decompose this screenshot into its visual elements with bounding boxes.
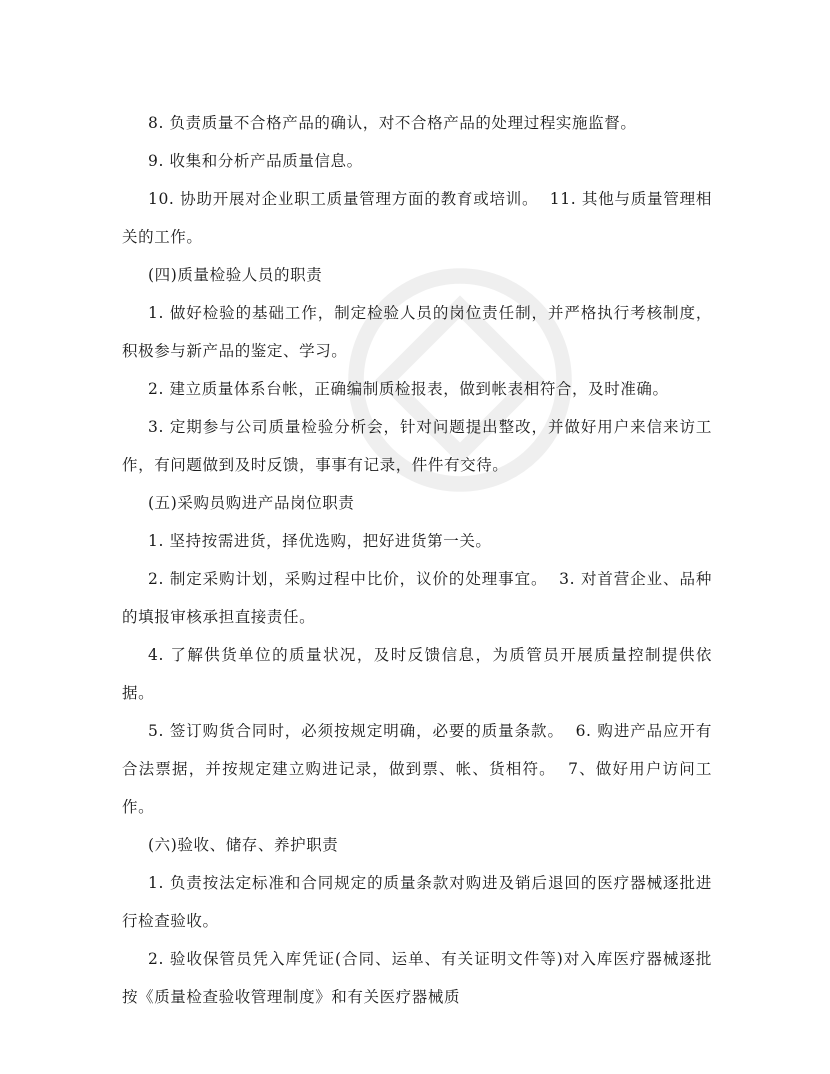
paragraph	[122, 864, 712, 940]
section-heading	[122, 256, 712, 294]
paragraph	[122, 712, 712, 826]
paragraph-text: 2. 制定采购计划，采购过程中比价，议价的处理事宜。	[148, 570, 548, 588]
paragraph	[122, 294, 712, 370]
paragraph-text: 1. 负责按法定标准和合同规定的质量条款对购进及销后退回的医疗器械逐批进行检查验收。	[122, 874, 712, 930]
paragraph-text: 2. 建立质量体系台帐，正确编制质检报表，做到帐表相符合，及时准确。	[148, 380, 669, 398]
paragraph	[122, 636, 712, 712]
paragraph-text: (六)验收、储存、养护职责	[148, 836, 339, 854]
paragraph	[122, 940, 712, 1016]
paragraph-text: 3. 定期参与公司质量检验分析会，针对问题提出整改，并做好用户来信来访工作，有问题做到及时反馈，事事有记录，件件有交待。	[122, 418, 712, 474]
paragraph	[122, 408, 712, 484]
paragraph	[122, 560, 712, 636]
paragraph-text: (四)质量检验人员的职责	[148, 266, 323, 284]
paragraph-text: 7、做好用户访问工作。	[122, 760, 713, 816]
paragraph-text: 3. 对首营企业、品种的填报审核承担直接责任。	[122, 570, 712, 626]
paragraph	[122, 370, 712, 408]
section-heading	[122, 826, 712, 864]
paragraph-text: 4. 了解供货单位的质量状况，及时反馈信息，为质管员开展质量控制提供依据。	[122, 646, 712, 702]
paragraph	[122, 104, 712, 142]
paragraph-text: 5. 签订购货合同时，必须按规定明确，必要的质量条款。	[148, 722, 564, 740]
paragraph	[122, 180, 712, 256]
paragraph-text: 9. 收集和分析产品质量信息。	[148, 152, 363, 170]
paragraph-text: 11. 其他与质量管理相关的工作。	[122, 190, 712, 246]
section-heading	[122, 484, 712, 522]
paragraph	[122, 142, 712, 180]
paragraph-text: (五)采购员购进产品岗位职责	[148, 494, 355, 512]
paragraph-text: 1. 做好检验的基础工作，制定检验人员的岗位责任制，并严格执行考核制度，积极参与新产品的鉴定、学习。	[122, 304, 712, 360]
paragraph-text: 8. 负责质量不合格产品的确认，对不合格产品的处理过程实施监督。	[148, 114, 637, 132]
paragraph-text: 10. 协助开展对企业职工质量管理方面的教育或培训。	[148, 190, 539, 208]
paragraph-text: 2. 验收保管员凭入库凭证(合同、运单、有关证明文件等)对入库医疗器械逐批按《质量检查验收管理制度》和有关医疗器械质	[122, 950, 712, 1006]
paragraph-text: 1. 坚持按需进货，择优选购，把好进货第一关。	[148, 532, 492, 550]
paragraph	[122, 522, 712, 560]
paragraph-text: 6. 购进产品应开有合法票据，并按规定建立购进记录，做到票、帐、货相符。	[122, 722, 713, 778]
document-body	[122, 104, 712, 1016]
